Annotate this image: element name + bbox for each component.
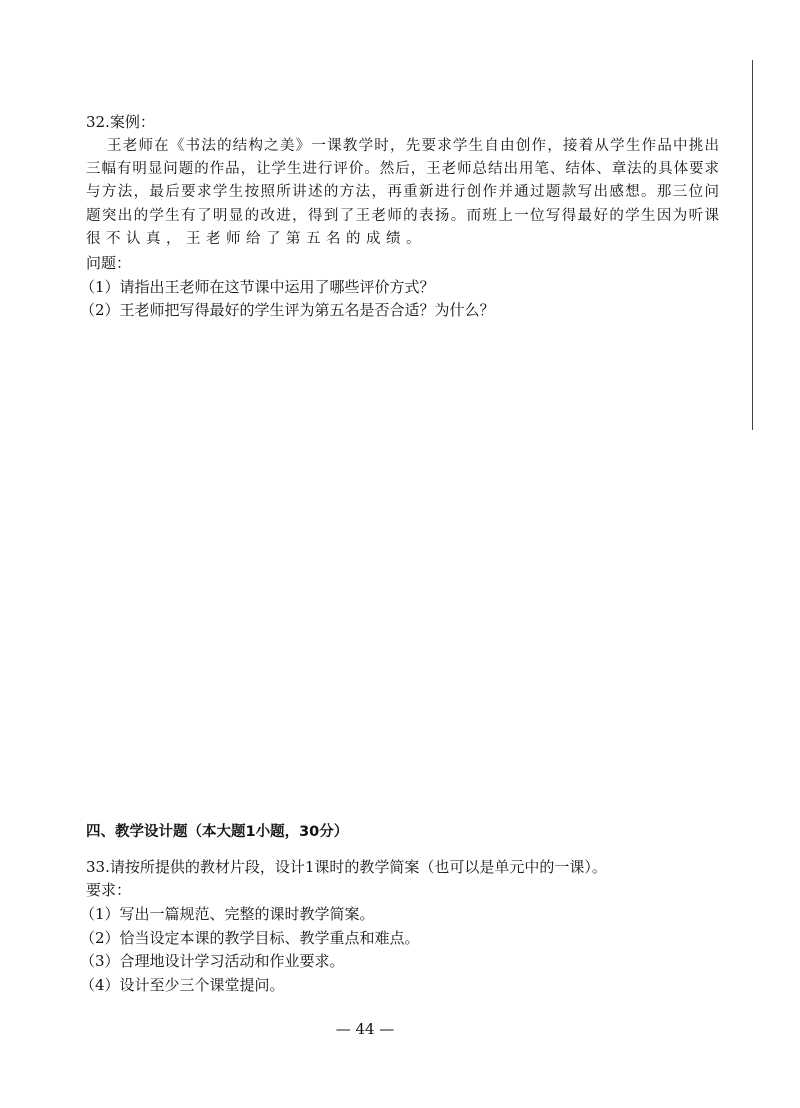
page-number: — 44 — (335, 1020, 395, 1038)
requirement-item: （2）恰当设定本课的教学目标、教学重点和难点。 (80, 929, 420, 947)
case-paragraph-line: 很不认真，王老师给了第五名的成绩。 (86, 231, 426, 247)
question-item: （1）请指出王老师在这节课中运用了哪些评价方式？ (80, 278, 435, 296)
questions-label: 问题： (86, 254, 132, 272)
section-heading: 四、教学设计题（本大题1小题，30分） (86, 824, 349, 840)
requirement-item: （3）合理地设计学习活动和作业要求。 (80, 952, 345, 970)
case-paragraph-line: 王老师在《书法的结构之美》一课教学时，先要求学生自由创作，接着从学生作品中挑出 (107, 138, 719, 154)
case-paragraph-line: 三幅有明显问题的作品，让学生进行评价。然后，王老师总结出用笔、结体、章法的具体要求 (86, 161, 719, 177)
requirement-item: （4）设计至少三个课堂提问。 (80, 976, 285, 994)
question-item: （2）王老师把写得最好的学生评为第五名是否合适？为什么？ (80, 301, 495, 319)
margin-rule (752, 60, 753, 430)
requirement-item: （1）写出一篇规范、完整的课时教学简案。 (80, 905, 375, 923)
question-33: 33.请按所提供的教材片段，设计1课时的教学简案（也可以是单元中的一课）。 (86, 858, 607, 876)
requirements-label: 要求： (86, 881, 132, 899)
case-paragraph-line: 题突出的学生有了明显的改进，得到了王老师的表扬。而班上一位写得最好的学生因为听课 (86, 208, 719, 224)
question-32-title: 32.案例： (86, 113, 155, 131)
case-paragraph-line: 与方法，最后要求学生按照所讲述的方法，再重新进行创作并通过题款写出感想。那三位问 (86, 184, 719, 200)
